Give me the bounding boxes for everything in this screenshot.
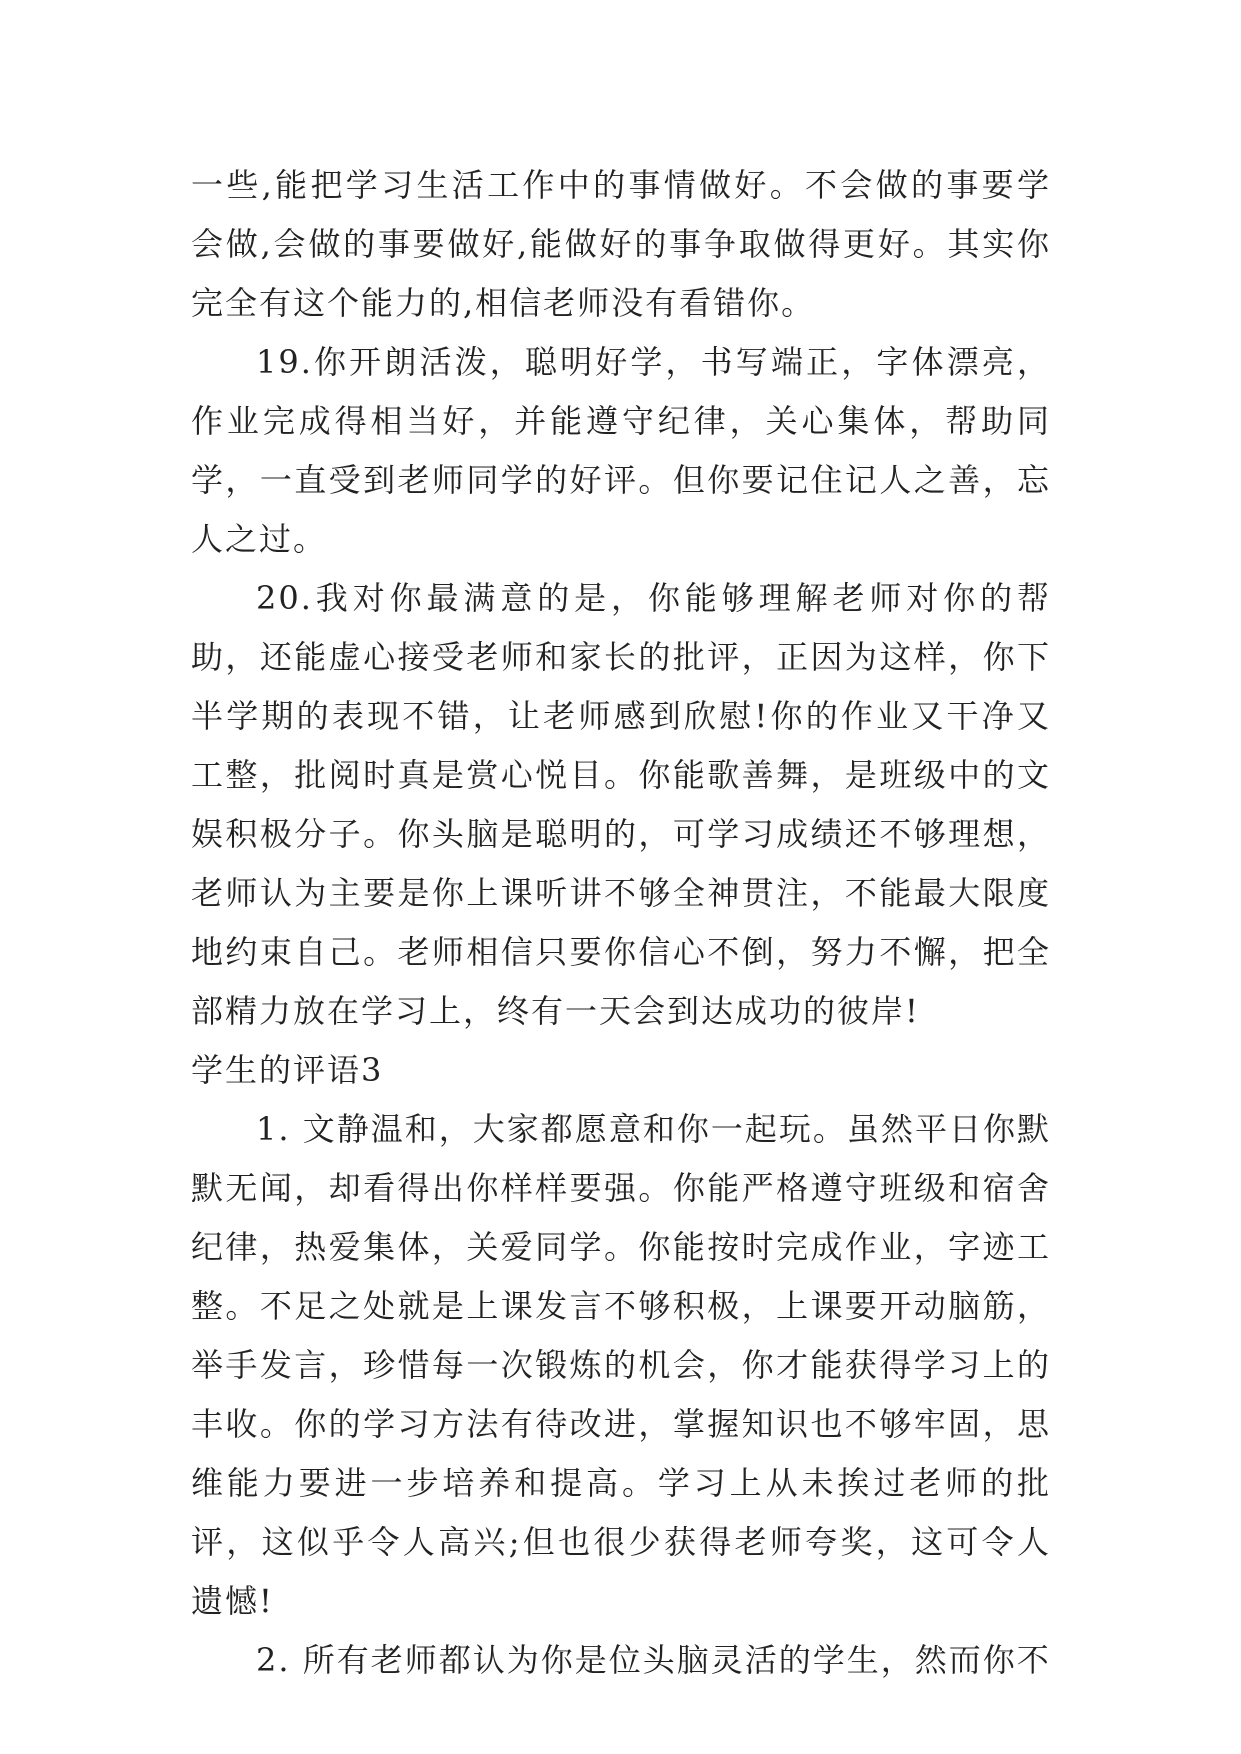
paragraph-item-1: 1. 文静温和，大家都愿意和你一起玩。虽然平日你默默无闻，却看得出你样样要强。你能严格遵守班级和宿舍纪律，热爱集体，关爱同学。你能按时完成作业，字迹工整。不足之处就是上课发言不够积极，上课要开动脑筋，举手发言，珍惜每一次锻炼的机会，你才能获得学习上的丰收。你的学习方法有待改进，掌握知识也不够牢固，思维能力要进一步培养和提高。学习上从未挨过老师的批评，这似乎令人高兴;但也很少获得老师夸奖，这可令人遗憾! — [191, 1110, 1051, 1620]
paragraph-continuation: 一些,能把学习生活工作中的事情做好。不会做的事要学会做,会做的事要做好,能做好的事争取做得更好。其实你完全有这个能力的,相信老师没有看错你。 — [191, 166, 1051, 322]
section-heading: 学生的评语3 — [191, 1051, 384, 1089]
paragraph-item-2: 2. 所有老师都认为你是位头脑灵活的学生，然而你不 — [256, 1641, 1051, 1679]
paragraph-item-19: 19.你开朗活泼，聪明好学，书写端正，字体漂亮，作业完成得相当好，并能遵守纪律，关心集体，帮助同学，一直受到老师同学的好评。但你要记住记人之善，忘人之过。 — [191, 343, 1051, 558]
paragraph-item-20: 20.我对你最满意的是，你能够理解老师对你的帮助，还能虚心接受老师和家长的批评，正因为这样，你下半学期的表现不错，让老师感到欣慰!你的作业又干净又工整，批阅时真是赏心悦目。你能歌善舞，是班级中的文娱积极分子。你头脑是聪明的，可学习成绩还不够理想，老师认为主要是你上课听讲不够全神贯注，不能最大限度地约束自己。老师相信只要你信心不倒，努力不懈，把全部精力放在学习上，终有一天会到达成功的彼岸! — [191, 579, 1051, 1030]
document-body — [191, 156, 1051, 1690]
